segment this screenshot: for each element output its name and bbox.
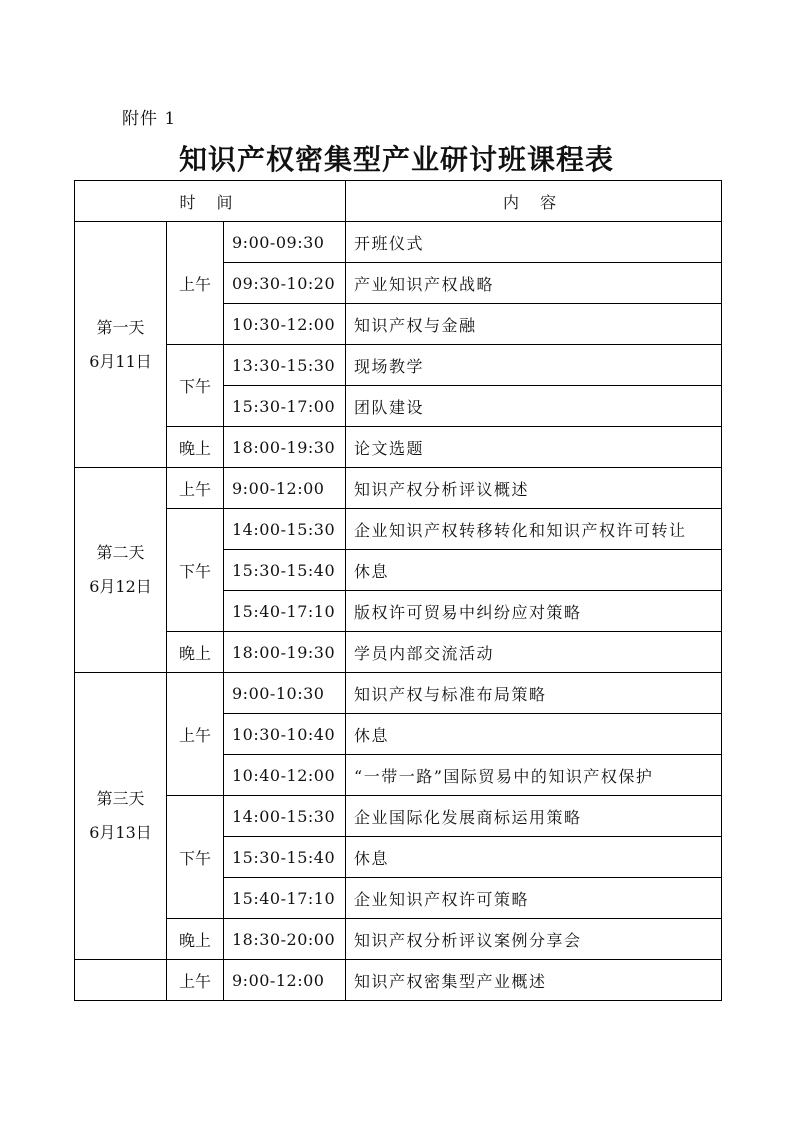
- period-cell: 下午: [167, 345, 224, 427]
- header-time: 时 间: [75, 181, 346, 222]
- content-cell: 知识产权密集型产业概述: [346, 960, 722, 1001]
- content-cell: 产业知识产权战略: [346, 263, 722, 304]
- time-cell: 9:00-12:00: [224, 960, 346, 1001]
- content-cell: 开班仪式: [346, 222, 722, 263]
- time-cell: 15:40-17:10: [224, 591, 346, 632]
- content-cell: 知识产权分析评议案例分享会: [346, 919, 722, 960]
- day-cell: [75, 222, 167, 468]
- table-row: [75, 509, 722, 550]
- time-cell: 18:00-19:30: [224, 632, 346, 673]
- header-content: 内 容: [346, 181, 722, 222]
- content-cell: 休息: [346, 550, 722, 591]
- time-cell: 15:40-17:10: [224, 878, 346, 919]
- period-cell: 下午: [167, 796, 224, 919]
- time-cell: 18:30-20:00: [224, 919, 346, 960]
- time-cell: 9:00-12:00: [224, 468, 346, 509]
- time-cell: 14:00-15:30: [224, 509, 346, 550]
- time-cell: 9:00-09:30: [224, 222, 346, 263]
- time-cell: 10:30-10:40: [224, 714, 346, 755]
- time-cell: 15:30-15:40: [224, 550, 346, 591]
- table-row: [75, 919, 722, 960]
- period-cell: 上午: [167, 673, 224, 796]
- table-row: [75, 468, 722, 509]
- period-cell: 上午: [167, 468, 224, 509]
- day-cell: [75, 960, 167, 1001]
- time-cell: 9:00-10:30: [224, 673, 346, 714]
- page-title: 知识产权密集型产业研讨班课程表: [178, 143, 614, 176]
- header-row: [75, 181, 722, 222]
- schedule-table: [74, 180, 722, 1001]
- content-cell: 休息: [346, 714, 722, 755]
- content-cell: 企业国际化发展商标运用策略: [346, 796, 722, 837]
- day-date: 6月12日: [89, 577, 152, 596]
- content-cell: “一带一路”国际贸易中的知识产权保护: [346, 755, 722, 796]
- content-cell: 知识产权与标准布局策略: [346, 673, 722, 714]
- day-cell: [75, 468, 167, 673]
- content-cell: 论文选题: [346, 427, 722, 468]
- time-cell: 09:30-10:20: [224, 263, 346, 304]
- time-cell: 13:30-15:30: [224, 345, 346, 386]
- day-name: 第一天: [96, 317, 145, 337]
- time-cell: 15:30-15:40: [224, 837, 346, 878]
- table-row: [75, 960, 722, 1001]
- day-date: 6月13日: [89, 823, 152, 842]
- table-row: [75, 427, 722, 468]
- content-cell: 企业知识产权许可策略: [346, 878, 722, 919]
- time-cell: 18:00-19:30: [224, 427, 346, 468]
- period-cell: 晚上: [167, 919, 224, 960]
- content-cell: 学员内部交流活动: [346, 632, 722, 673]
- time-cell: 15:30-17:00: [224, 386, 346, 427]
- day-name: 第二天: [96, 543, 145, 562]
- period-cell: 晚上: [167, 632, 224, 673]
- table-row: [75, 673, 722, 714]
- content-cell: 企业知识产权转移转化和知识产权许可转让: [346, 509, 722, 550]
- period-cell: 晚上: [167, 427, 224, 468]
- period-cell: 下午: [167, 509, 224, 632]
- content-cell: 版权许可贸易中纠纷应对策略: [346, 591, 722, 632]
- period-cell: 上午: [167, 222, 224, 345]
- table-row: [75, 632, 722, 673]
- day-name: 第三天: [96, 789, 145, 808]
- content-cell: 知识产权分析评议概述: [346, 468, 722, 509]
- table-row: [75, 796, 722, 837]
- content-cell: 知识产权与金融: [346, 304, 722, 345]
- content-cell: 团队建设: [346, 386, 722, 427]
- time-cell: 10:40-12:00: [224, 755, 346, 796]
- content-cell: 现场教学: [346, 345, 722, 386]
- day-date: 6月11日: [89, 351, 152, 371]
- time-cell: 14:00-15:30: [224, 796, 346, 837]
- table-row: [75, 345, 722, 386]
- content-cell: 休息: [346, 837, 722, 878]
- period-cell: 上午: [167, 960, 224, 1001]
- time-cell: 10:30-12:00: [224, 304, 346, 345]
- day-cell: [75, 673, 167, 960]
- schedule-body: [75, 222, 722, 1001]
- table-row: [75, 222, 722, 263]
- attachment-label: 附件 1: [122, 109, 177, 129]
